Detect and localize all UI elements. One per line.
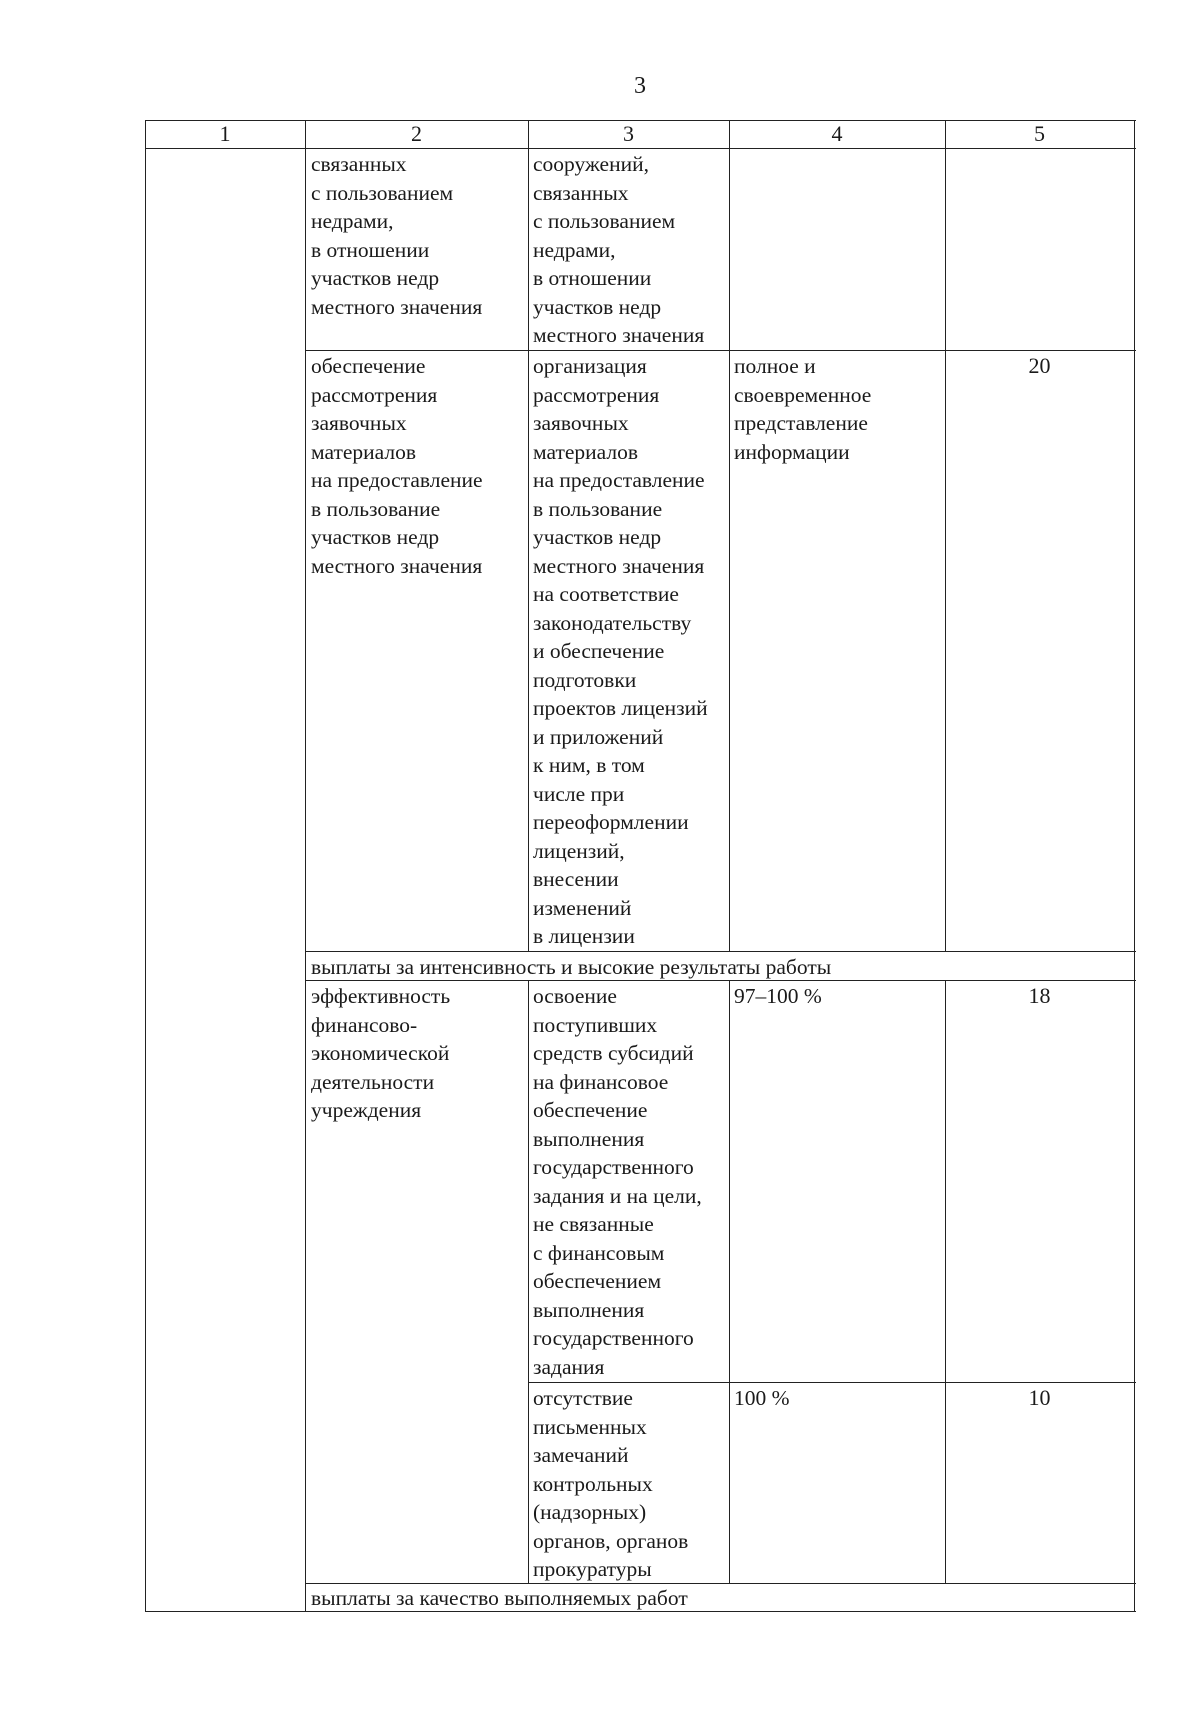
col4-col5-divider-top bbox=[945, 120, 946, 951]
header-col-5: 5 bbox=[1034, 121, 1045, 146]
row1-indicator: связанных с пользованием недрами, в отношении участков недр местного значения bbox=[311, 152, 483, 319]
row4-points: 10 bbox=[1028, 1385, 1051, 1410]
col3-col4-divider-top bbox=[729, 120, 730, 951]
row3-criterion: освоение поступивших средств субсидий на финансовое обеспечение выполнения государственного задания и на цели, не связанные с финансовым обеспечением выполнения государственного задания bbox=[533, 984, 702, 1379]
header-col-1: 1 bbox=[219, 121, 231, 146]
col1-col2-divider bbox=[305, 120, 306, 1611]
header-col-2: 2 bbox=[411, 121, 422, 146]
row2-indicator: обеспечение рассмотрения заявочных материалов на предоставление в пользование участков недр местного значения bbox=[311, 354, 483, 578]
header-col-4: 4 bbox=[831, 121, 843, 146]
header-bottom-border bbox=[145, 148, 1136, 149]
col2-col3-divider-bottom bbox=[528, 980, 529, 1583]
row2-points: 20 bbox=[1028, 353, 1051, 378]
row2-criterion: организация рассмотрения заявочных материалов на предоставление в пользование участков недр местного значения на соответствие законодательству и обеспечение подготовки проектов лицензий и приложений к ним, в том числе при переоформлении лицензий, внесении изменений в лицензии bbox=[533, 354, 708, 948]
col4-col5-divider-bottom bbox=[945, 980, 946, 1583]
row3-bottom-border bbox=[528, 1382, 1136, 1383]
row3-condition: 97–100 % bbox=[734, 984, 822, 1008]
table-left-border bbox=[145, 120, 146, 1611]
row1-bottom-border bbox=[305, 350, 1136, 351]
row2-bottom-border bbox=[305, 951, 1136, 952]
page-number: 3 bbox=[634, 73, 646, 99]
row3-points: 18 bbox=[1028, 983, 1051, 1008]
section-intensity-heading: выплаты за интенсивность и высокие результаты работы bbox=[311, 955, 832, 979]
col3-col4-divider-bottom bbox=[729, 980, 730, 1583]
row4-criterion: отсутствие письменных замечаний контрольных (надзорных) органов, органов прокуратуры bbox=[533, 1386, 689, 1581]
row2-condition: полное и своевременное представление информации bbox=[734, 354, 872, 464]
row4-condition: 100 % bbox=[734, 1386, 790, 1410]
section-quality-heading: выплаты за качество выполняемых работ bbox=[311, 1586, 688, 1610]
header-col-3: 3 bbox=[623, 121, 634, 146]
row1-criterion: сооружений, связанных с пользованием недрами, в отношении участков недр местного значения bbox=[533, 152, 705, 347]
table-right-border bbox=[1134, 120, 1135, 1611]
col2-col3-divider-top bbox=[528, 120, 529, 951]
row3-indicator: эффективность финансово- экономической деятельности учреждения bbox=[311, 984, 451, 1122]
